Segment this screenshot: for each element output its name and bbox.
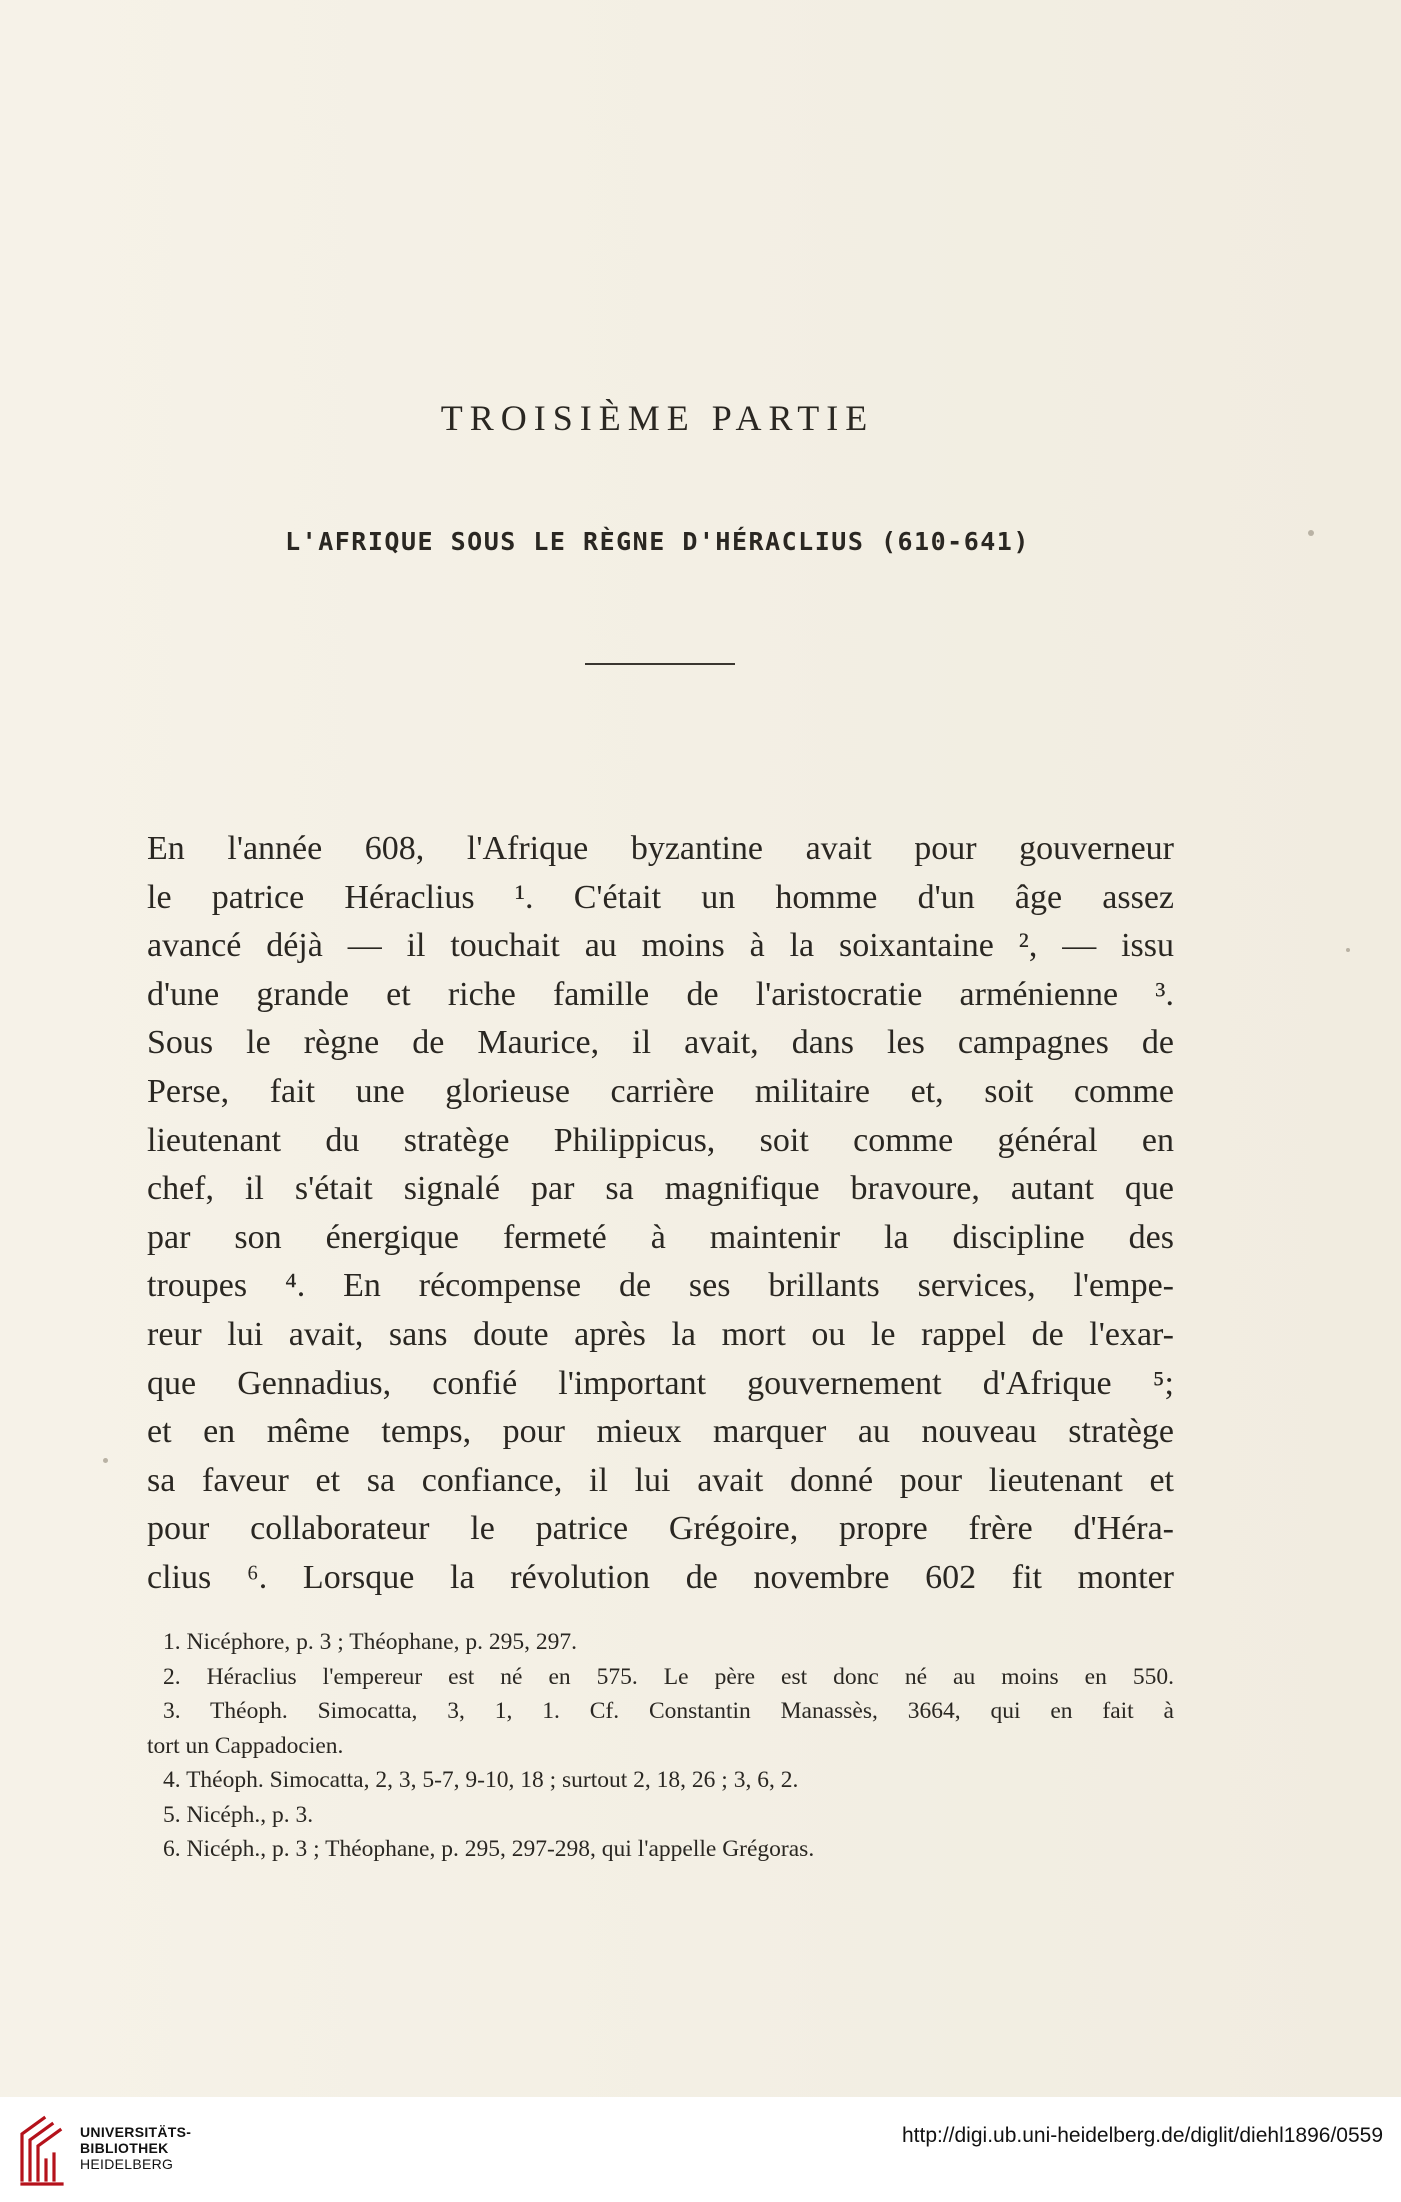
footer-bar bbox=[0, 2097, 1401, 2202]
footnote: 3. Théoph. Simocatta, 3, 1, 1. Cf. Constantin Manassès, 3664, qui en fait à bbox=[163, 1698, 1174, 1724]
paper-speck bbox=[1346, 948, 1350, 952]
body-line: et en même temps, pour mieux marquer au nouveau stratège bbox=[147, 1413, 1174, 1451]
paper-speck bbox=[103, 1458, 108, 1463]
body-line: lieutenant du stratège Philippicus, soit comme général en bbox=[147, 1121, 1174, 1159]
source-url-link[interactable]: http://digi.ub.uni-heidelberg.de/diglit/diehl1896/0559 bbox=[901, 2124, 1383, 2147]
body-line: avancé déjà — il touchait au moins à la soixantaine ², — issu bbox=[147, 927, 1174, 965]
body-line: que Gennadius, confié l'important gouvernement d'Afrique ⁵; bbox=[147, 1364, 1174, 1402]
footnote: 5. Nicéph., p. 3. bbox=[163, 1801, 314, 1828]
body-line: d'une grande et riche famille de l'aristocratie arménienne ³. bbox=[147, 975, 1174, 1013]
footnote: 1. Nicéphore, p. 3 ; Théophane, p. 295, 297. bbox=[163, 1629, 577, 1655]
body-line: le patrice Héraclius ¹. C'était un homme d'un âge assez bbox=[147, 878, 1174, 916]
footnotes bbox=[147, 1625, 1174, 1867]
body-paragraph bbox=[147, 825, 1174, 1603]
library-name bbox=[80, 2124, 191, 2172]
body-line: En l'année 608, l'Afrique byzantine avait pour gouverneur bbox=[147, 830, 1174, 867]
body-line: Perse, fait une glorieuse carrière militaire et, soit comme bbox=[147, 1072, 1174, 1110]
university-library-logo-icon bbox=[18, 2110, 66, 2188]
chapter-subtitle: L'AFRIQUE SOUS LE RÈGNE D'HÉRACLIUS (610-641) bbox=[285, 527, 1030, 556]
title-rule-divider bbox=[585, 663, 735, 665]
library-name-line: BIBLIOTHEK bbox=[80, 2140, 169, 2156]
body-line: par son énergique fermeté à maintenir la discipline des bbox=[147, 1218, 1174, 1256]
library-name-line: UNIVERSITÄTS- bbox=[80, 2124, 192, 2140]
body-line: chef, il s'était signalé par sa magnifique bravoure, autant que bbox=[147, 1170, 1174, 1208]
footnote-continuation: tort un Cappadocien. bbox=[147, 1732, 344, 1759]
part-title: TROISIÈME PARTIE bbox=[440, 398, 875, 438]
body-line: troupes ⁴. En récompense de ses brillants services, l'empe- bbox=[147, 1267, 1174, 1305]
library-name-line: HEIDELBERG bbox=[80, 2156, 174, 2172]
body-line: clius ⁶. Lorsque la révolution de novembre 602 fit monter bbox=[147, 1558, 1174, 1596]
body-line: pour collaborateur le patrice Grégoire, propre frère d'Héra- bbox=[147, 1510, 1174, 1548]
footnote: 6. Nicéph., p. 3 ; Théophane, p. 295, 297-298, qui l'appelle Grégoras. bbox=[163, 1836, 815, 1862]
body-line: sa faveur et sa confiance, il lui avait donné pour lieutenant et bbox=[147, 1461, 1174, 1499]
footnote: 2. Héraclius l'empereur est né en 575. Le père est donc né au moins en 550. bbox=[163, 1663, 1174, 1690]
body-line: Sous le règne de Maurice, il avait, dans les campagnes de bbox=[147, 1024, 1174, 1062]
paper-speck bbox=[1308, 530, 1314, 536]
body-line: reur lui avait, sans doute après la mort ou le rappel de l'exar- bbox=[147, 1315, 1174, 1353]
footnote: 4. Théoph. Simocatta, 2, 3, 5-7, 9-10, 18 ; surtout 2, 18, 26 ; 3, 6, 2. bbox=[163, 1767, 799, 1793]
